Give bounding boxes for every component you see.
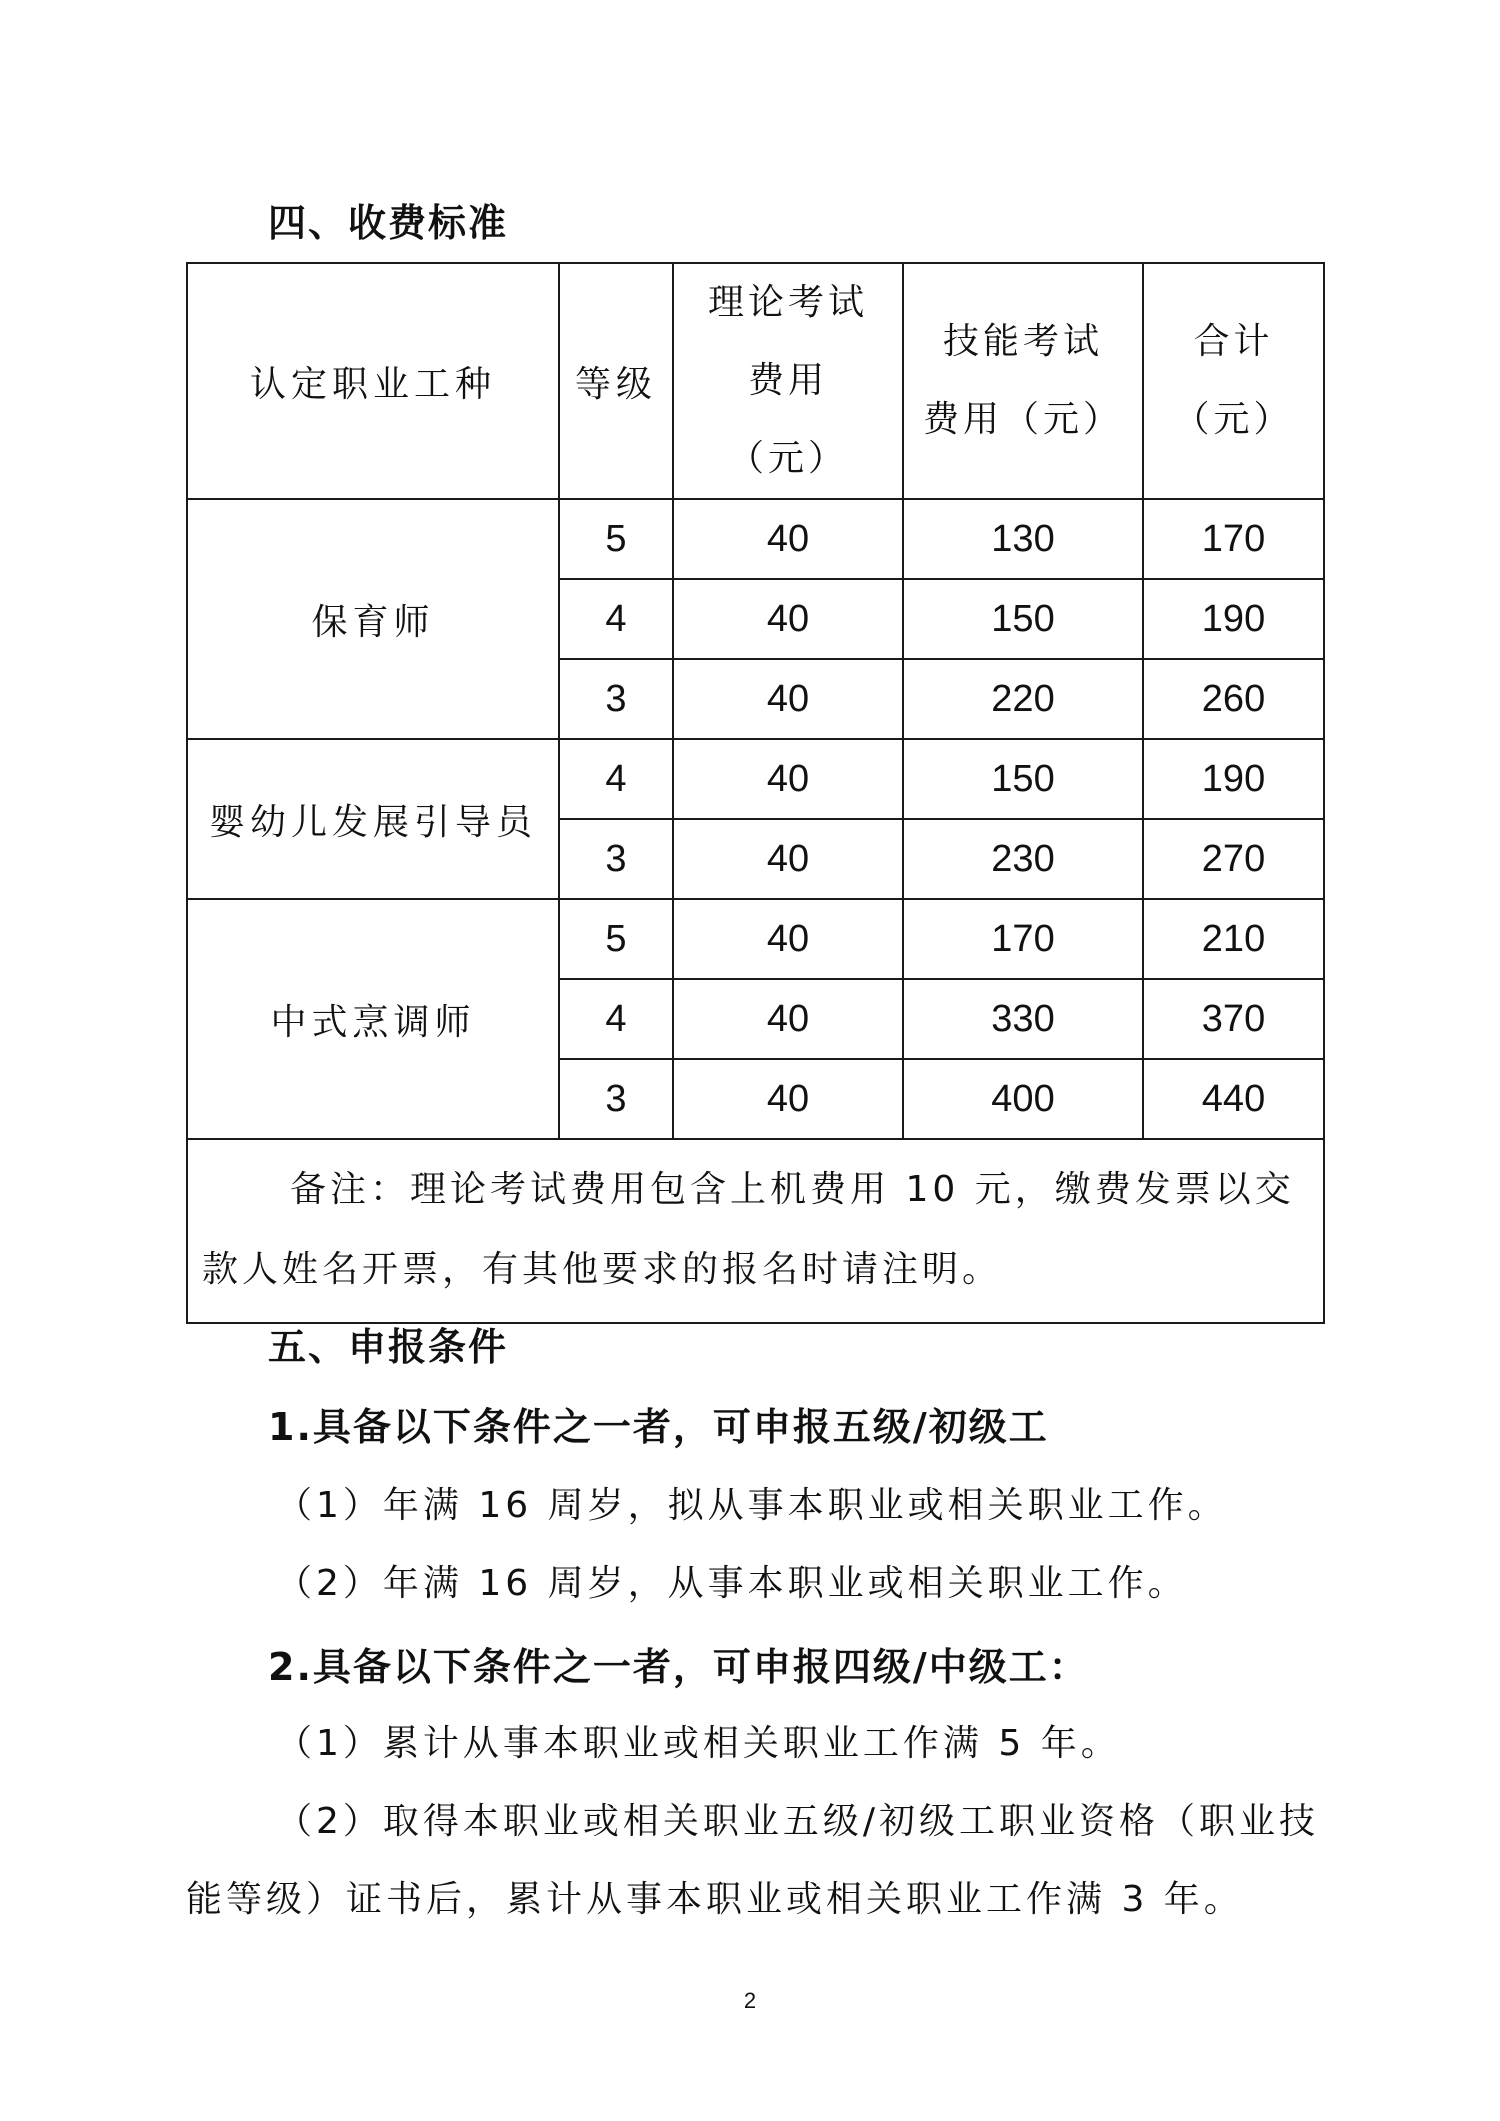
- table-row: [187, 739, 1324, 819]
- header-level: 等级: [559, 263, 673, 499]
- total-fee-cell: 260: [1143, 659, 1324, 739]
- item-1-condition-1: （1）年满 16 周岁，拟从事本职业或相关职业工作。: [276, 1485, 1228, 1526]
- level-cell: 3: [559, 1059, 673, 1139]
- header-total-line1: 合计: [1193, 321, 1274, 362]
- level-cell: 4: [559, 739, 673, 819]
- theory-fee-cell: 40: [673, 1059, 903, 1139]
- section-5-title: 五、申报条件: [268, 1325, 509, 1369]
- header-theory-line1: 理论考试: [707, 282, 868, 323]
- total-fee-cell: 170: [1143, 499, 1324, 579]
- skill-fee-cell: 230: [903, 819, 1143, 899]
- theory-fee-cell: 40: [673, 979, 903, 1059]
- header-occupation: 认定职业工种: [187, 263, 559, 499]
- theory-fee-cell: 40: [673, 819, 903, 899]
- skill-fee-cell: 150: [903, 579, 1143, 659]
- item-2-condition-2-line-2: 能等级）证书后，累计从事本职业或相关职业工作满 3 年。: [186, 1879, 1244, 1920]
- item-1-heading: 1.具备以下条件之一者，可申报五级/初级工: [268, 1405, 1049, 1449]
- item-2-condition-1: （1）累计从事本职业或相关职业工作满 5 年。: [276, 1723, 1121, 1764]
- level-cell: 5: [559, 899, 673, 979]
- skill-fee-cell: 330: [903, 979, 1143, 1059]
- total-fee-cell: 440: [1143, 1059, 1324, 1139]
- header-total: [1143, 263, 1324, 499]
- theory-fee-cell: 40: [673, 899, 903, 979]
- section-4-title: 四、收费标准: [268, 201, 509, 245]
- table-row: [187, 899, 1324, 979]
- level-cell: 4: [559, 579, 673, 659]
- skill-fee-cell: 170: [903, 899, 1143, 979]
- theory-fee-cell: 40: [673, 499, 903, 579]
- theory-fee-cell: 40: [673, 739, 903, 819]
- skill-fee-cell: 400: [903, 1059, 1143, 1139]
- total-fee-cell: 210: [1143, 899, 1324, 979]
- page-number: 2: [743, 1988, 757, 2013]
- header-skill-line1: 技能考试: [942, 321, 1103, 362]
- theory-fee-cell: 40: [673, 579, 903, 659]
- item-2-condition-2-line-1: （2）取得本职业或相关职业五级/初级工职业资格（职业技: [276, 1801, 1320, 1842]
- fee-table: [186, 262, 1325, 1324]
- level-cell: 4: [559, 979, 673, 1059]
- theory-fee-cell: 40: [673, 659, 903, 739]
- table-row: [187, 499, 1324, 579]
- total-fee-cell: 370: [1143, 979, 1324, 1059]
- occupation-cell: 婴幼儿发展引导员: [187, 739, 559, 899]
- level-cell: 5: [559, 499, 673, 579]
- occupation-cell: 保育师: [187, 499, 559, 739]
- skill-fee-cell: 220: [903, 659, 1143, 739]
- total-fee-cell: 190: [1143, 579, 1324, 659]
- total-fee-cell: 270: [1143, 819, 1324, 899]
- header-theory-line3: （元）: [727, 438, 848, 479]
- level-cell: 3: [559, 819, 673, 899]
- item-1-condition-2: （2）年满 16 周岁，从事本职业或相关职业工作。: [276, 1563, 1188, 1604]
- skill-fee-cell: 130: [903, 499, 1143, 579]
- header-theory-fee: [673, 263, 903, 499]
- header-skill-fee: [903, 263, 1143, 499]
- header-skill-line2: 费用（元）: [922, 399, 1123, 440]
- table-note: 备注：理论考试费用包含上机费用 10 元，缴费发票以交款人姓名开票，有其他要求的报名时请注明。: [187, 1139, 1324, 1323]
- total-fee-cell: 190: [1143, 739, 1324, 819]
- item-2-heading: 2.具备以下条件之一者，可申报四级/中级工：: [268, 1645, 1089, 1689]
- header-theory-line2: 费用: [747, 360, 828, 401]
- table-header-row: [187, 263, 1324, 499]
- occupation-cell: 中式烹调师: [187, 899, 559, 1139]
- header-total-line2: （元）: [1173, 399, 1294, 440]
- level-cell: 3: [559, 659, 673, 739]
- skill-fee-cell: 150: [903, 739, 1143, 819]
- table-note-row: [187, 1139, 1324, 1323]
